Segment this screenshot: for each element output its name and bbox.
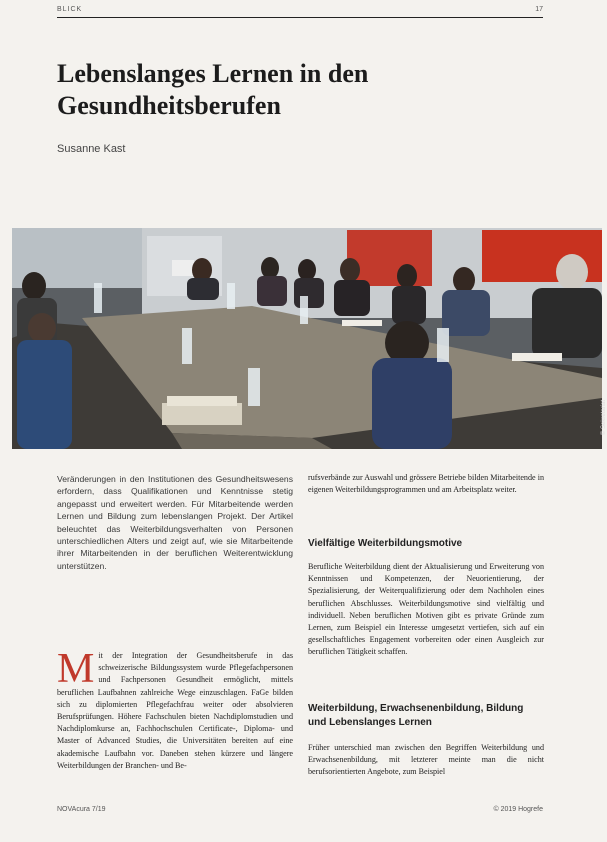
subheading-lifelong-learning: Weiterbildung, Erwachsenenbildung, Bildung und Lebenslanges Lernen <box>308 703 524 728</box>
header-rule <box>57 17 543 18</box>
drop-cap: M <box>57 646 95 692</box>
body-text-right-3: Früher unterschied man zwischen den Begriffen Weiterbildung und Erwachsenenbildung, mit letzterer meinte man die nicht berufsorientierten Angebote, zum Beispiel <box>308 743 544 777</box>
section-motives <box>308 537 544 659</box>
body-text-right-1: rufsverbände zur Auswahl und grössere Betriebe bilden Mitarbeitende in eigenen Weiterbildungsprogrammen und am Arbeitsplatz weiter. <box>308 473 544 495</box>
article-author: Susanne Kast <box>57 143 126 155</box>
footer-right: © 2019 Hogrefe <box>493 806 543 813</box>
page-number-top: 17 <box>535 6 543 13</box>
body-column-left <box>57 646 293 772</box>
seminar-photo-illustration <box>12 228 602 449</box>
seminar-photo <box>12 228 602 449</box>
section-label: BLICK <box>57 6 83 13</box>
body-text-right-2: Berufliche Weiterbildung dient der Aktualisierung und Erweiterung von Kenntnissen und Kompetenzen, der Neuorientierung, der Spezialisierung, der Weiterqualifizierung oder dem Nachholen eines beruflichen Abschlusses. Weiterbildungsmotive sind vielfältig und individuell. Neben beruflichen Motiven gibt es private Gründe zum Lernen, zum Beispiel ein Interesse umgesetzt vertiefen, sich auf ein gesellschaftliches Engagement vorbereiten oder einen Ausgleich zur beruflichen Tätigkeit schaffen. <box>308 562 544 657</box>
body-column-right-intro <box>308 472 544 496</box>
article-title: Lebenslanges Lernen in den Gesundheitsberufen <box>57 59 369 120</box>
photo-credit: © Sekretariat <box>601 400 607 436</box>
body-text-left: it der Integration der Gesundheitsberufe in das schweizerische Bildungssystem wurde Pflegefachpersonen und Fachpersonen Gesundheit ermöglicht, mittels beruflichen Laufbahnen zahlreiche Wege einzuschlagen. FaGe bilden sich zu diplomierten Pflegefachfrau weiter oder absolvieren Berufsprüfungen. Höhere Fachschulen bieten Nachdiplomstudien und Nachdiplomkurse an, Fachhochschulen Certificate-, Diploma- und Master of Advanced Studies, die Universitäten bereiten auf eine akademische Laufbahn vor. Daneben stehen kürzere und längere Weiterbildungen der Branchen- und Be- <box>57 651 293 770</box>
subheading-motives: Vielfältige Weiterbildungsmotive <box>308 538 463 549</box>
footer-left: NOVAcura 7/19 <box>57 806 106 813</box>
article-lead: Veränderungen in den Institutionen des Gesundheitswesens erfordern, dass Qualifikationen und Kenntnisse stetig angepasst und erweitert werden. Für Mitarbeitende werden Lernen und Bildung zum lebenslangen Projekt. Der Artikel beleuchtet das Weiterbildungsverhalten von Personen unterschiedlichen Alters und zeigt auf, wie sie Mitarbeitende ihrer Mitarbeitenden in der beruflichen Weiterentwicklung unterstützen. <box>57 474 293 571</box>
section-lifelong-learning <box>308 702 544 779</box>
